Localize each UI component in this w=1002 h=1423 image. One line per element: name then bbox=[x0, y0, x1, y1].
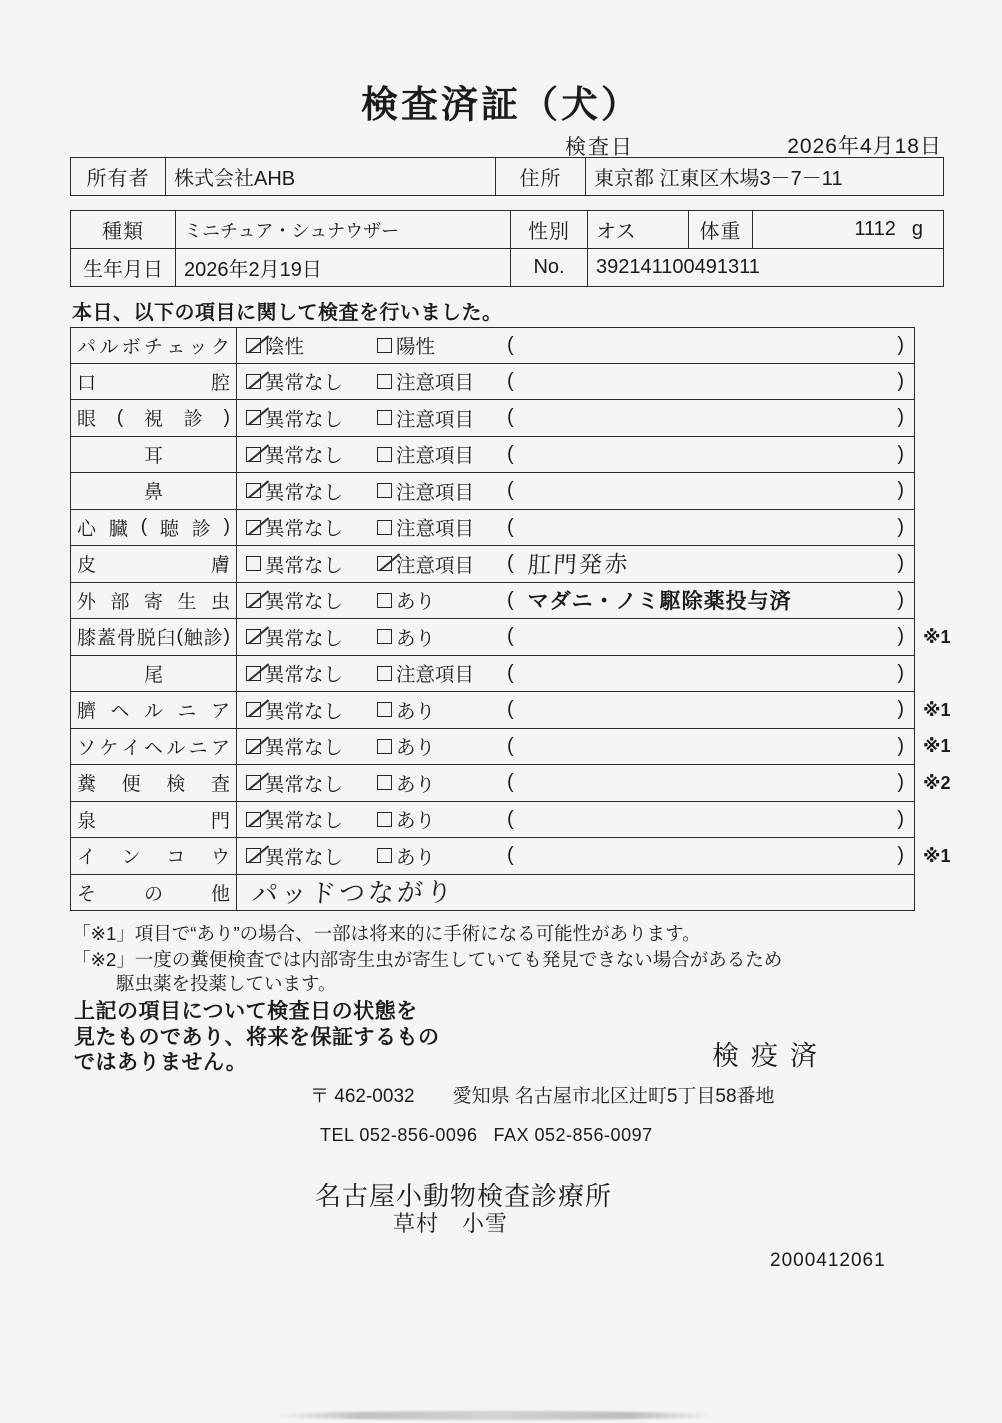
checkbox-icon[interactable] bbox=[377, 447, 392, 462]
option-1 bbox=[246, 769, 377, 797]
option-2-label: 注意項目 bbox=[396, 554, 475, 577]
checkbox-checked-icon[interactable] bbox=[246, 483, 261, 498]
checklist-row bbox=[70, 656, 1000, 693]
checkbox-icon[interactable] bbox=[377, 666, 392, 681]
option-1 bbox=[246, 404, 377, 432]
paren-open: ( bbox=[507, 771, 514, 794]
option-2 bbox=[377, 659, 507, 687]
option-1-label: 異常なし bbox=[265, 445, 344, 468]
checklist-row bbox=[70, 692, 1000, 729]
option-1-label: 異常なし bbox=[265, 554, 344, 577]
paren-close: ) bbox=[897, 807, 904, 830]
option-1 bbox=[246, 367, 377, 395]
footnote-mark bbox=[915, 802, 973, 839]
checkbox-checked-icon[interactable] bbox=[246, 447, 261, 462]
tel-number: 052-856-0096 bbox=[359, 1125, 478, 1145]
paren-close: ) bbox=[897, 515, 904, 538]
remarks-field bbox=[507, 547, 914, 580]
checklist-row bbox=[70, 546, 1000, 583]
item-result-cell bbox=[237, 583, 915, 620]
checkbox-icon[interactable] bbox=[377, 775, 392, 790]
checkbox-icon[interactable] bbox=[377, 702, 392, 717]
item-label: 尾 bbox=[70, 656, 237, 693]
checklist-row bbox=[70, 875, 1000, 912]
option-1-label: 異常なし bbox=[265, 408, 344, 431]
remarks-field bbox=[507, 370, 914, 393]
checklist-row bbox=[70, 838, 1000, 875]
option-2 bbox=[377, 331, 507, 359]
item-label: 泉 門 bbox=[70, 802, 237, 839]
option-1 bbox=[246, 696, 377, 724]
checklist-row bbox=[70, 619, 1000, 656]
paren-close: ) bbox=[897, 369, 904, 392]
checkbox-icon[interactable] bbox=[377, 483, 392, 498]
checklist-table bbox=[70, 327, 1000, 911]
option-2-label: 陽性 bbox=[396, 336, 436, 359]
checkbox-checked-icon[interactable] bbox=[246, 338, 261, 353]
item-result-cell bbox=[237, 510, 915, 547]
item-label: 口 腔 bbox=[70, 364, 237, 401]
option-2-label: あり bbox=[396, 591, 436, 614]
fax-number: 052-856-0097 bbox=[534, 1125, 653, 1145]
option-2 bbox=[377, 367, 507, 395]
option-1-label: 異常なし bbox=[265, 810, 344, 833]
item-label: そ の 他 bbox=[70, 875, 237, 912]
checklist-row bbox=[70, 437, 1000, 474]
item-label: パ ル ボ チ ェ ッ ク bbox=[70, 327, 237, 364]
checkbox-checked-icon[interactable] bbox=[246, 812, 261, 827]
option-1 bbox=[246, 659, 377, 687]
checkbox-checked-icon[interactable] bbox=[246, 739, 261, 754]
checkbox-icon[interactable] bbox=[377, 629, 392, 644]
option-1 bbox=[246, 732, 377, 760]
checkbox-checked-icon[interactable] bbox=[246, 775, 261, 790]
paren-open: ( bbox=[507, 661, 514, 684]
option-1-label: 異常なし bbox=[265, 518, 344, 541]
checklist-row bbox=[70, 583, 1000, 620]
checkbox-icon[interactable] bbox=[377, 739, 392, 754]
checkbox-icon[interactable] bbox=[377, 593, 392, 608]
weight-cell bbox=[753, 211, 944, 249]
item-result-cell bbox=[237, 473, 915, 510]
option-2 bbox=[377, 696, 507, 724]
owner-table bbox=[70, 157, 944, 196]
checkbox-icon[interactable] bbox=[377, 374, 392, 389]
examiner-name: 草村 小雪 bbox=[393, 1211, 509, 1236]
remarks-field bbox=[507, 585, 914, 615]
item-label: 膝 蓋 骨 脱 臼 ( 触 診 ) bbox=[70, 619, 237, 656]
option-1-label: 異常なし bbox=[265, 700, 344, 723]
paren-open: ( bbox=[507, 844, 514, 867]
weight-label: 体重 bbox=[689, 211, 753, 249]
tel-label: TEL bbox=[320, 1125, 354, 1145]
option-2 bbox=[377, 805, 507, 833]
option-2-label: 注意項目 bbox=[396, 372, 475, 395]
animal-table bbox=[70, 210, 944, 287]
checkbox-checked-icon[interactable] bbox=[246, 666, 261, 681]
footnote-mark bbox=[915, 583, 973, 620]
footnote-mark bbox=[915, 875, 973, 912]
disclaimer-line-3: ではありません。 bbox=[74, 1051, 248, 1074]
remarks-field bbox=[507, 406, 914, 429]
paren-close: ) bbox=[897, 552, 904, 575]
remarks-text: 肛門発赤 bbox=[526, 551, 631, 579]
remarks-field bbox=[507, 844, 914, 867]
clinic-address: 愛知県 名古屋市北区辻町5丁目58番地 bbox=[452, 1086, 775, 1107]
checklist-row bbox=[70, 327, 1000, 364]
option-2 bbox=[377, 732, 507, 760]
paren-open: ( bbox=[507, 552, 514, 575]
checklist-row bbox=[70, 729, 1000, 766]
paren-close: ) bbox=[897, 661, 904, 684]
paren-close: ) bbox=[897, 771, 904, 794]
option-2 bbox=[377, 769, 507, 797]
owner-value: 株式会社AHB bbox=[166, 158, 496, 196]
checkbox-checked-icon[interactable] bbox=[246, 374, 261, 389]
quarantine-stamp: 検疫済 bbox=[712, 1041, 829, 1071]
option-2-label: あり bbox=[396, 700, 436, 723]
option-2-label: 注意項目 bbox=[396, 481, 475, 504]
birth-value: 2026年2月19日 bbox=[176, 249, 511, 287]
checklist-row bbox=[70, 802, 1000, 839]
remarks-field bbox=[507, 625, 914, 648]
breed-value: ミニチュア・シュナウザー bbox=[176, 211, 511, 249]
checkbox-icon[interactable] bbox=[377, 410, 392, 425]
intro-text: 本日、以下の項目に関して検査を行いました。 bbox=[72, 302, 503, 324]
option-1 bbox=[246, 513, 377, 541]
paren-close: ) bbox=[897, 698, 904, 721]
paren-close: ) bbox=[897, 734, 904, 757]
footnote-mark: ※1 bbox=[923, 845, 951, 866]
breed-label: 種類 bbox=[71, 211, 176, 249]
checklist-row bbox=[70, 400, 1000, 437]
option-1-label: 異常なし bbox=[265, 846, 344, 869]
item-result-cell bbox=[237, 400, 915, 437]
item-result-cell bbox=[237, 765, 915, 802]
remarks-field bbox=[507, 516, 914, 539]
remarks-field bbox=[507, 735, 914, 758]
other-remarks-handwriting: パッドつながり bbox=[251, 876, 456, 909]
footnote-mark bbox=[915, 473, 973, 510]
option-2-label: あり bbox=[396, 810, 436, 833]
footnote-1: 「※1」項目で“あり”の場合、一部は将来的に手術になる可能性があります。 bbox=[72, 923, 701, 944]
remarks-text: マダニ・ノミ駆除薬投与済 bbox=[527, 590, 792, 614]
option-2-label: 注意項目 bbox=[396, 408, 475, 431]
footnote-mark bbox=[915, 546, 973, 583]
option-1-label: 異常なし bbox=[265, 773, 344, 796]
footnote-mark bbox=[915, 400, 973, 437]
checkbox-icon[interactable] bbox=[377, 520, 392, 535]
footnote-mark bbox=[915, 437, 973, 474]
item-result-cell bbox=[237, 364, 915, 401]
checkbox-checked-icon[interactable] bbox=[246, 593, 261, 608]
item-label: 臍 ヘ ル ニ ア bbox=[70, 692, 237, 729]
footnote-mark bbox=[915, 364, 973, 401]
checkbox-icon[interactable] bbox=[377, 812, 392, 827]
footnote-mark bbox=[915, 327, 973, 364]
owner-label: 所有者 bbox=[71, 158, 166, 196]
remarks-field bbox=[507, 479, 914, 502]
option-1 bbox=[246, 440, 377, 468]
paren-open: ( bbox=[507, 515, 514, 538]
option-1-label: 異常なし bbox=[265, 372, 344, 395]
disclaimer-line-2: 見たものであり、将来を保証するもの bbox=[74, 1025, 440, 1049]
item-result-cell bbox=[237, 656, 915, 693]
item-label: イ ン コ ウ bbox=[70, 838, 237, 875]
checkbox-checked-icon[interactable] bbox=[246, 629, 261, 644]
checkbox-icon[interactable] bbox=[377, 338, 392, 353]
tel-fax-line bbox=[320, 1125, 653, 1146]
option-1 bbox=[246, 586, 377, 614]
paren-close: ) bbox=[897, 479, 904, 502]
paren-open: ( bbox=[507, 406, 514, 429]
paren-open: ( bbox=[507, 333, 514, 356]
inspection-date-label: 検査日 bbox=[565, 136, 634, 159]
item-label: 糞 便 検 査 bbox=[70, 765, 237, 802]
remarks-field bbox=[507, 334, 914, 357]
checkbox-icon[interactable] bbox=[246, 556, 261, 571]
option-1 bbox=[246, 331, 377, 359]
option-2 bbox=[377, 586, 507, 614]
clinic-address-line bbox=[310, 1081, 775, 1108]
remarks-field bbox=[507, 662, 914, 685]
option-2-label: 注意項目 bbox=[396, 664, 475, 687]
footnote-2-line2: 駆虫薬を投薬しています。 bbox=[116, 973, 337, 994]
remarks-field bbox=[507, 771, 914, 794]
page-title: 検査済証（犬） bbox=[361, 84, 641, 125]
disclaimer-paragraph bbox=[74, 999, 440, 1076]
remarks-field bbox=[507, 443, 914, 466]
option-1-label: 陰性 bbox=[265, 336, 305, 359]
paren-open: ( bbox=[507, 625, 514, 648]
option-2-label: あり bbox=[396, 846, 436, 869]
checkbox-checked-icon[interactable] bbox=[377, 556, 392, 571]
option-1 bbox=[246, 842, 377, 870]
paren-open: ( bbox=[507, 442, 514, 465]
option-1-label: 異常なし bbox=[265, 591, 344, 614]
item-label: 心 臓 ( 聴 診 ) bbox=[70, 510, 237, 547]
option-1 bbox=[246, 477, 377, 505]
address-value: 東京都 江東区木場3－7－11 bbox=[586, 158, 944, 196]
checklist-row bbox=[70, 510, 1000, 547]
option-2 bbox=[377, 477, 507, 505]
option-2 bbox=[377, 404, 507, 432]
paren-close: ) bbox=[897, 406, 904, 429]
item-result-cell bbox=[237, 802, 915, 839]
disclaimer-line-1: 上記の項目について検査日の状態を bbox=[74, 1000, 418, 1023]
item-label: 眼 ( 視 診 ) bbox=[70, 400, 237, 437]
option-2-label: あり bbox=[396, 627, 436, 650]
option-2-label: 注意項目 bbox=[396, 445, 475, 468]
item-label: ソ ケ イ ヘ ル ニ ア bbox=[70, 729, 237, 766]
option-1-label: 異常なし bbox=[265, 737, 344, 760]
footnote-2-line1: 「※2」一度の糞便検査では内部寄生虫が寄生していても発見できない場合があるため bbox=[72, 949, 783, 970]
checklist-row bbox=[70, 473, 1000, 510]
paren-open: ( bbox=[507, 479, 514, 502]
paren-open: ( bbox=[507, 734, 514, 757]
fax-label: FAX bbox=[493, 1125, 529, 1145]
footnote-mark: ※1 bbox=[923, 736, 951, 757]
item-label: 鼻 bbox=[70, 473, 237, 510]
remarks-field bbox=[507, 698, 914, 721]
item-result-cell bbox=[237, 729, 915, 766]
inspection-date-value: 2026年4月18日 bbox=[787, 135, 942, 158]
option-2 bbox=[377, 513, 507, 541]
checkbox-checked-icon[interactable] bbox=[246, 410, 261, 425]
option-1 bbox=[246, 805, 377, 833]
option-1-label: 異常なし bbox=[265, 481, 344, 504]
option-2 bbox=[377, 623, 507, 651]
item-result-cell bbox=[237, 838, 915, 875]
footnote-mark: ※2 bbox=[923, 772, 951, 793]
birth-label: 生年月日 bbox=[71, 249, 176, 287]
paren-open: ( bbox=[507, 588, 514, 611]
paren-close: ) bbox=[897, 625, 904, 648]
no-value: 392141100491311 bbox=[588, 249, 944, 287]
item-result-cell bbox=[237, 875, 915, 912]
checkbox-checked-icon[interactable] bbox=[246, 848, 261, 863]
checkbox-icon[interactable] bbox=[377, 848, 392, 863]
option-2 bbox=[377, 440, 507, 468]
weight-value: 1112 bbox=[854, 218, 896, 240]
item-result-cell bbox=[237, 327, 915, 364]
item-result-cell bbox=[237, 546, 915, 583]
item-result-cell bbox=[237, 437, 915, 474]
option-2 bbox=[377, 550, 507, 578]
sex-label: 性別 bbox=[511, 211, 588, 249]
option-2-label: あり bbox=[396, 773, 436, 796]
sex-value: オス bbox=[588, 211, 689, 249]
clinic-name: 名古屋小動物検査診療所 bbox=[315, 1181, 613, 1211]
serial-number: 2000412061 bbox=[770, 1250, 886, 1271]
footnote-mark bbox=[915, 510, 973, 547]
paren-open: ( bbox=[507, 807, 514, 830]
option-1 bbox=[246, 550, 377, 578]
paren-open: ( bbox=[507, 698, 514, 721]
paren-close: ) bbox=[897, 442, 904, 465]
option-1 bbox=[246, 623, 377, 651]
checkbox-checked-icon[interactable] bbox=[246, 702, 261, 717]
checklist-row bbox=[70, 765, 1000, 802]
footnote-mark: ※1 bbox=[923, 626, 951, 647]
scan-artifact bbox=[270, 1411, 720, 1420]
paren-close: ) bbox=[897, 333, 904, 356]
address-label: 住所 bbox=[496, 158, 586, 196]
option-2-label: あり bbox=[396, 737, 436, 760]
option-1-label: 異常なし bbox=[265, 664, 344, 687]
footnote-mark bbox=[915, 656, 973, 693]
item-label: 外 部 寄 生 虫 bbox=[70, 583, 237, 620]
footnote-mark: ※1 bbox=[923, 699, 951, 720]
item-label: 皮 膚 bbox=[70, 546, 237, 583]
remarks-field bbox=[507, 808, 914, 831]
postal-code: 〒 462-0032 bbox=[310, 1086, 415, 1107]
item-result-cell bbox=[237, 692, 915, 729]
no-label: No. bbox=[511, 249, 588, 287]
checklist-row bbox=[70, 364, 1000, 401]
item-result-cell bbox=[237, 619, 915, 656]
option-1-label: 異常なし bbox=[265, 627, 344, 650]
paren-close: ) bbox=[897, 588, 904, 611]
weight-unit: g bbox=[911, 218, 923, 240]
paren-close: ) bbox=[897, 844, 904, 867]
option-2 bbox=[377, 842, 507, 870]
paren-open: ( bbox=[507, 369, 514, 392]
checkbox-checked-icon[interactable] bbox=[246, 520, 261, 535]
item-label: 耳 bbox=[70, 437, 237, 474]
option-2-label: 注意項目 bbox=[396, 518, 475, 541]
